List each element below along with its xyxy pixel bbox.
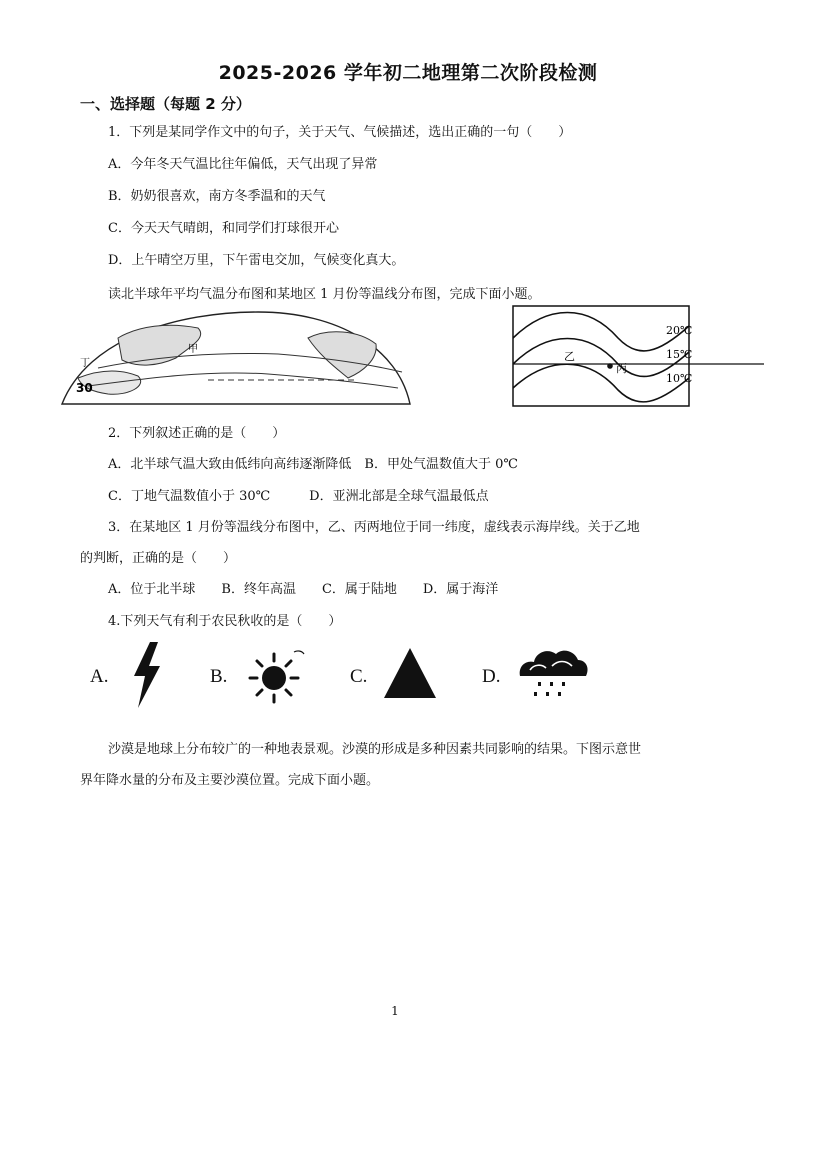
option-a-label: A. bbox=[90, 666, 109, 687]
label-bing: 丙 bbox=[616, 362, 627, 375]
triangle-icon bbox=[382, 648, 438, 700]
lightning-icon bbox=[132, 642, 162, 708]
question-2-options-row2: C．丁地气温数值小于 30℃ D．亚洲北部是全球气温最低点 bbox=[108, 489, 489, 504]
question-1-option-c: C．今天天气晴朗，和同学们打球很开心 bbox=[108, 221, 339, 236]
question-2-options-row1: A．北半球气温大致由低纬向高纬逐渐降低 B．甲处气温数值大于 0℃ bbox=[108, 457, 518, 472]
question-1-stem: 1．下列是某同学作文中的句子，关于天气、气候描述，选出正确的一句（ ） bbox=[108, 125, 572, 140]
question-3-options: A．位于北半球 B．终年高温 C．属于陆地 D．属于海洋 bbox=[108, 582, 499, 597]
weather-icon-options bbox=[90, 640, 610, 712]
point-bing bbox=[607, 363, 613, 369]
exam-title: 2025-2026 学年初二地理第二次阶段检测 bbox=[218, 62, 598, 84]
question-3-stem-continued: 的判断，正确的是（ ） bbox=[80, 551, 237, 566]
question-4-stem: 4.下列天气有利于农民秋收的是（ ） bbox=[108, 614, 342, 629]
question-2-stem: 2．下列叙述正确的是（ ） bbox=[108, 426, 286, 441]
question-3-stem: 3．在某地区 1 月份等温线分布图中，乙、丙两地位于同一纬度，虚线表示海岸线。关于乙地 bbox=[108, 520, 640, 535]
page-number: 1 bbox=[391, 1004, 399, 1018]
question-1-option-b: B．奶奶很喜欢，南方冬季温和的天气 bbox=[108, 189, 326, 204]
option-b-label: B. bbox=[210, 666, 228, 687]
label-10c: 10℃ bbox=[666, 372, 693, 385]
question-1-option-a: A．今年冬天气温比往年偏低，天气出现了异常 bbox=[108, 157, 378, 172]
label-jia: 甲 bbox=[188, 344, 198, 355]
option-c-label: C. bbox=[350, 666, 368, 687]
sun-icon bbox=[248, 648, 306, 706]
option-d-label: D. bbox=[482, 666, 501, 687]
isotherm-frame bbox=[513, 306, 689, 406]
desert-intro-line-1: 沙漠是地球上分布较广的一种地表景观。沙漠的形成是多种因素共同影响的结果。下图示意世 bbox=[108, 742, 642, 757]
label-15c: 15℃ bbox=[666, 348, 693, 361]
map-intro-text: 读北半球年平均气温分布图和某地区 1 月份等温线分布图，完成下面小题。 bbox=[108, 287, 541, 302]
section-heading: 一、选择题（每题 2 分） bbox=[80, 95, 251, 113]
rain-cloud-icon bbox=[516, 646, 590, 702]
desert-intro-line-2: 界年降水量的分布及主要沙漠位置。完成下面小题。 bbox=[80, 773, 380, 788]
question-1-option-d: D．上午晴空万里，下午雷电交加，气候变化真大。 bbox=[108, 253, 405, 268]
label-ding: 丁 bbox=[80, 358, 90, 369]
label-20c: 20℃ bbox=[666, 324, 693, 337]
label-yi: 乙 bbox=[564, 350, 575, 363]
northern-hemisphere-temperature-map bbox=[58, 308, 414, 408]
january-isotherm-map bbox=[508, 304, 768, 414]
label-30: 30 bbox=[76, 381, 93, 395]
